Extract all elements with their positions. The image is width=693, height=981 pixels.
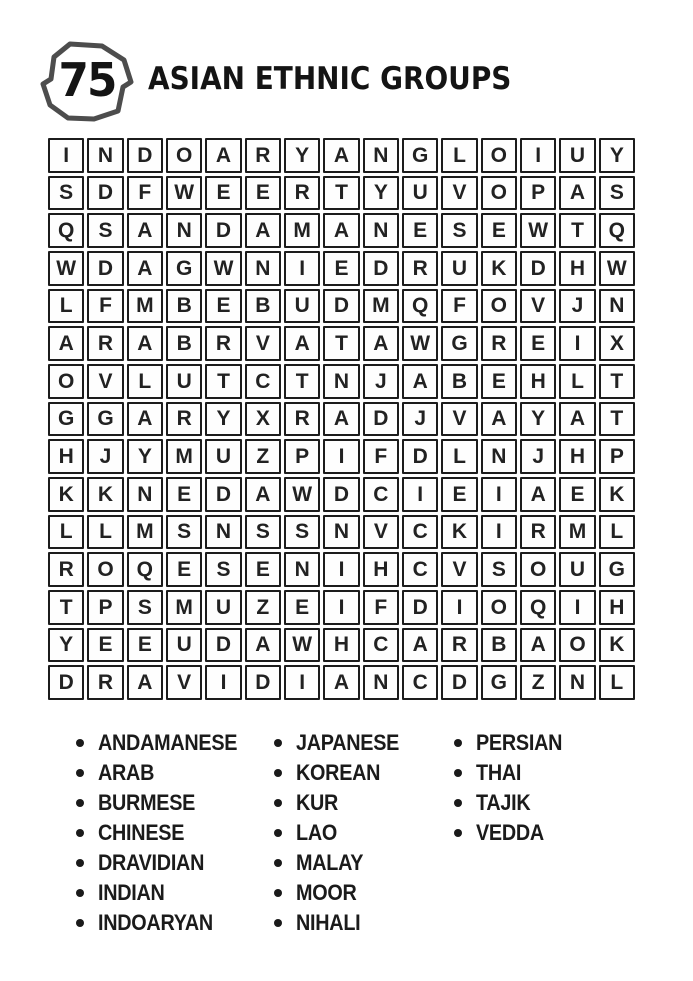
grid-cell-r3c9: N: [363, 213, 399, 248]
grid-cell-r11c13: R: [520, 515, 556, 550]
grid-cell-r5c12: O: [481, 289, 517, 324]
grid-cell-r7c14: L: [559, 364, 595, 399]
grid-cell-r8c11: V: [441, 402, 477, 437]
grid-cell-r11c14: M: [559, 515, 595, 550]
grid-cell-r9c13: J: [520, 439, 556, 474]
grid-cell-r6c7: A: [284, 326, 320, 361]
grid-cell-r12c6: E: [245, 552, 281, 587]
grid-cell-r12c8: I: [323, 552, 359, 587]
grid-cell-r4c4: G: [166, 251, 202, 286]
bullet-icon: [76, 859, 84, 867]
grid-cell-r10c13: A: [520, 477, 556, 512]
grid-cell-r5c5: E: [205, 289, 241, 324]
word-label: ARAB: [98, 760, 155, 785]
puzzle-number: 75: [58, 53, 116, 107]
word-item: [454, 788, 572, 818]
grid-cell-r3c12: E: [481, 213, 517, 248]
grid-cell-r10c6: A: [245, 477, 281, 512]
word-label: BURMESE: [98, 790, 196, 815]
grid-cell-r3c15: Q: [599, 213, 635, 248]
bullet-icon: [454, 739, 462, 747]
word-item: [274, 818, 411, 848]
grid-cell-r4c7: I: [284, 251, 320, 286]
grid-cell-r10c15: K: [599, 477, 635, 512]
grid-cell-r12c9: H: [363, 552, 399, 587]
grid-cell-r13c1: T: [48, 590, 84, 625]
grid-cell-r11c9: V: [363, 515, 399, 550]
word-item: [454, 758, 572, 788]
grid-cell-r3c10: E: [402, 213, 438, 248]
grid-cell-r6c14: I: [559, 326, 595, 361]
grid-cell-r6c8: T: [323, 326, 359, 361]
grid-cell-r9c15: P: [599, 439, 635, 474]
grid-cell-r15c15: L: [599, 665, 635, 700]
word-search-grid: [48, 138, 635, 700]
grid-cell-r9c11: L: [441, 439, 477, 474]
grid-cell-r15c6: D: [245, 665, 281, 700]
grid-cell-r10c10: I: [402, 477, 438, 512]
grid-cell-r15c1: D: [48, 665, 84, 700]
grid-cell-r5c8: D: [323, 289, 359, 324]
grid-cell-r4c15: W: [599, 251, 635, 286]
grid-cell-r12c14: U: [559, 552, 595, 587]
word-label: VEDDA: [476, 820, 544, 845]
grid-cell-r11c11: K: [441, 515, 477, 550]
grid-cell-r3c5: D: [205, 213, 241, 248]
word-column-1: [76, 728, 253, 938]
grid-cell-r4c12: K: [481, 251, 517, 286]
grid-cell-r12c2: O: [87, 552, 123, 587]
grid-cell-r15c9: N: [363, 665, 399, 700]
bullet-icon: [76, 739, 84, 747]
word-label: TAJIK: [476, 790, 531, 815]
grid-cell-r4c14: H: [559, 251, 595, 286]
grid-cell-r2c5: E: [205, 176, 241, 211]
grid-cell-r10c14: E: [559, 477, 595, 512]
grid-cell-r6c6: V: [245, 326, 281, 361]
grid-cell-r4c3: A: [127, 251, 163, 286]
grid-cell-r10c5: D: [205, 477, 241, 512]
grid-cell-r8c15: T: [599, 402, 635, 437]
grid-cell-r7c15: T: [599, 364, 635, 399]
grid-cell-r1c2: N: [87, 138, 123, 173]
grid-cell-r5c7: U: [284, 289, 320, 324]
grid-cell-r1c4: O: [166, 138, 202, 173]
grid-cell-r12c3: Q: [127, 552, 163, 587]
grid-cell-r5c3: M: [127, 289, 163, 324]
bullet-icon: [454, 769, 462, 777]
grid-cell-r11c12: I: [481, 515, 517, 550]
grid-cell-r11c4: S: [166, 515, 202, 550]
grid-cell-r2c15: S: [599, 176, 635, 211]
grid-cell-r6c3: A: [127, 326, 163, 361]
grid-cell-r11c7: S: [284, 515, 320, 550]
grid-cell-r8c14: A: [559, 402, 595, 437]
word-label: CHINESE: [98, 820, 185, 845]
grid-cell-r9c9: F: [363, 439, 399, 474]
word-item: [76, 788, 253, 818]
grid-cell-r11c8: N: [323, 515, 359, 550]
grid-cell-r11c2: L: [87, 515, 123, 550]
grid-cell-r14c7: W: [284, 628, 320, 663]
grid-cell-r12c4: E: [166, 552, 202, 587]
word-item: [76, 818, 253, 848]
bullet-icon: [274, 799, 282, 807]
word-label: MOOR: [296, 880, 357, 905]
grid-cell-r4c8: E: [323, 251, 359, 286]
grid-cell-r14c2: E: [87, 628, 123, 663]
word-item: [76, 878, 253, 908]
grid-cell-r11c6: S: [245, 515, 281, 550]
grid-cell-r8c8: A: [323, 402, 359, 437]
bullet-icon: [454, 799, 462, 807]
word-label: LAO: [296, 820, 337, 845]
grid-cell-r4c13: D: [520, 251, 556, 286]
word-label: ANDAMANESE: [98, 730, 238, 755]
word-item: [76, 848, 253, 878]
grid-cell-r7c12: E: [481, 364, 517, 399]
word-item: [76, 908, 253, 938]
bullet-icon: [76, 889, 84, 897]
grid-cell-r9c1: H: [48, 439, 84, 474]
grid-cell-r2c3: F: [127, 176, 163, 211]
grid-cell-r13c10: D: [402, 590, 438, 625]
bullet-icon: [274, 919, 282, 927]
word-item: [454, 818, 572, 848]
grid-cell-r12c15: G: [599, 552, 635, 587]
grid-cell-r14c8: H: [323, 628, 359, 663]
grid-cell-r10c3: N: [127, 477, 163, 512]
grid-cell-r3c8: A: [323, 213, 359, 248]
grid-cell-r6c11: G: [441, 326, 477, 361]
word-item: [274, 758, 411, 788]
grid-cell-r4c2: D: [87, 251, 123, 286]
grid-cell-r6c15: X: [599, 326, 635, 361]
grid-cell-r10c12: I: [481, 477, 517, 512]
grid-cell-r15c14: N: [559, 665, 595, 700]
word-label: PERSIAN: [476, 730, 563, 755]
word-item: [274, 848, 411, 878]
grid-cell-r3c13: W: [520, 213, 556, 248]
grid-cell-r9c6: Z: [245, 439, 281, 474]
grid-cell-r8c13: Y: [520, 402, 556, 437]
grid-cell-r14c12: B: [481, 628, 517, 663]
grid-cell-r7c2: V: [87, 364, 123, 399]
grid-cell-r7c6: C: [245, 364, 281, 399]
grid-cell-r13c4: M: [166, 590, 202, 625]
grid-cell-r6c12: R: [481, 326, 517, 361]
grid-cell-r9c8: I: [323, 439, 359, 474]
grid-cell-r15c3: A: [127, 665, 163, 700]
word-item: [274, 728, 411, 758]
word-item: [76, 758, 253, 788]
grid-cell-r13c5: U: [205, 590, 241, 625]
grid-cell-r5c2: F: [87, 289, 123, 324]
grid-cell-r2c6: E: [245, 176, 281, 211]
grid-cell-r2c12: O: [481, 176, 517, 211]
grid-cell-r8c10: J: [402, 402, 438, 437]
bullet-icon: [76, 769, 84, 777]
grid-cell-r9c12: N: [481, 439, 517, 474]
grid-cell-r6c1: A: [48, 326, 84, 361]
grid-cell-r10c7: W: [284, 477, 320, 512]
grid-cell-r13c9: F: [363, 590, 399, 625]
grid-cell-r7c11: B: [441, 364, 477, 399]
grid-cell-r14c5: D: [205, 628, 241, 663]
grid-cell-r14c9: C: [363, 628, 399, 663]
grid-cell-r11c1: L: [48, 515, 84, 550]
grid-cell-r11c10: C: [402, 515, 438, 550]
grid-cell-r8c7: R: [284, 402, 320, 437]
bullet-icon: [274, 859, 282, 867]
grid-cell-r9c4: M: [166, 439, 202, 474]
word-label: THAI: [476, 760, 522, 785]
grid-cell-r13c6: Z: [245, 590, 281, 625]
grid-cell-r14c13: A: [520, 628, 556, 663]
word-item: [454, 728, 572, 758]
grid-cell-r10c9: C: [363, 477, 399, 512]
grid-cell-r1c9: N: [363, 138, 399, 173]
grid-cell-r4c1: W: [48, 251, 84, 286]
bullet-icon: [454, 829, 462, 837]
grid-cell-r5c4: B: [166, 289, 202, 324]
bullet-icon: [274, 769, 282, 777]
word-label: NIHALI: [296, 910, 361, 935]
grid-cell-r6c5: R: [205, 326, 241, 361]
bullet-icon: [274, 889, 282, 897]
bullet-icon: [274, 829, 282, 837]
grid-cell-r14c15: K: [599, 628, 635, 663]
grid-cell-r1c14: U: [559, 138, 595, 173]
grid-cell-r7c13: H: [520, 364, 556, 399]
word-item: [274, 788, 411, 818]
word-label: INDOARYAN: [98, 910, 213, 935]
grid-cell-r3c7: M: [284, 213, 320, 248]
grid-cell-r15c12: G: [481, 665, 517, 700]
grid-cell-r1c10: G: [402, 138, 438, 173]
grid-cell-r11c5: N: [205, 515, 241, 550]
page-title: ASIAN ETHNIC GROUPS: [148, 61, 512, 97]
grid-cell-r12c1: R: [48, 552, 84, 587]
grid-cell-r3c6: A: [245, 213, 281, 248]
grid-cell-r15c2: R: [87, 665, 123, 700]
grid-cell-r1c6: R: [245, 138, 281, 173]
grid-cell-r11c15: L: [599, 515, 635, 550]
grid-cell-r3c11: S: [441, 213, 477, 248]
grid-cell-r7c3: L: [127, 364, 163, 399]
grid-cell-r13c13: Q: [520, 590, 556, 625]
grid-cell-r12c11: V: [441, 552, 477, 587]
grid-cell-r7c4: U: [166, 364, 202, 399]
word-item: [274, 908, 411, 938]
grid-cell-r5c15: N: [599, 289, 635, 324]
grid-cell-r7c9: J: [363, 364, 399, 399]
grid-cell-r15c5: I: [205, 665, 241, 700]
grid-cell-r6c4: B: [166, 326, 202, 361]
grid-cell-r14c10: A: [402, 628, 438, 663]
grid-cell-r15c11: D: [441, 665, 477, 700]
word-label: MALAY: [296, 850, 364, 875]
grid-cell-r6c9: A: [363, 326, 399, 361]
grid-cell-r5c13: V: [520, 289, 556, 324]
grid-cell-r1c8: A: [323, 138, 359, 173]
grid-cell-r5c14: J: [559, 289, 595, 324]
grid-cell-r10c1: K: [48, 477, 84, 512]
grid-cell-r13c3: S: [127, 590, 163, 625]
grid-cell-r5c1: L: [48, 289, 84, 324]
word-label: KOREAN: [296, 760, 381, 785]
grid-cell-r2c7: R: [284, 176, 320, 211]
grid-cell-r9c7: P: [284, 439, 320, 474]
bullet-icon: [274, 739, 282, 747]
puzzle-number-badge: [40, 40, 134, 122]
grid-cell-r2c14: A: [559, 176, 595, 211]
grid-cell-r15c7: I: [284, 665, 320, 700]
grid-cell-r13c8: I: [323, 590, 359, 625]
word-list: [0, 728, 693, 948]
grid-cell-r2c13: P: [520, 176, 556, 211]
grid-cell-r10c8: D: [323, 477, 359, 512]
grid-cell-r2c9: Y: [363, 176, 399, 211]
grid-cell-r3c3: A: [127, 213, 163, 248]
grid-cell-r12c5: S: [205, 552, 241, 587]
grid-cell-r12c13: O: [520, 552, 556, 587]
grid-cell-r4c11: U: [441, 251, 477, 286]
grid-cell-r2c8: T: [323, 176, 359, 211]
grid-cell-r10c2: K: [87, 477, 123, 512]
grid-cell-r15c4: V: [166, 665, 202, 700]
grid-cell-r2c4: W: [166, 176, 202, 211]
grid-cell-r1c11: L: [441, 138, 477, 173]
grid-cell-r15c13: Z: [520, 665, 556, 700]
word-column-2: [274, 728, 411, 938]
grid-cell-r3c4: N: [166, 213, 202, 248]
grid-cell-r4c6: N: [245, 251, 281, 286]
word-item: [76, 728, 253, 758]
word-label: INDIAN: [98, 880, 165, 905]
grid-cell-r6c2: R: [87, 326, 123, 361]
grid-cell-r1c12: O: [481, 138, 517, 173]
grid-cell-r7c8: N: [323, 364, 359, 399]
grid-cell-r9c10: D: [402, 439, 438, 474]
grid-cell-r1c13: I: [520, 138, 556, 173]
grid-cell-r2c1: S: [48, 176, 84, 211]
grid-cell-r5c11: F: [441, 289, 477, 324]
grid-cell-r9c14: H: [559, 439, 595, 474]
grid-cell-r1c7: Y: [284, 138, 320, 173]
grid-cell-r8c12: A: [481, 402, 517, 437]
grid-cell-r2c11: V: [441, 176, 477, 211]
grid-cell-r8c4: R: [166, 402, 202, 437]
grid-cell-r5c10: Q: [402, 289, 438, 324]
grid-cell-r6c13: E: [520, 326, 556, 361]
grid-cell-r3c2: S: [87, 213, 123, 248]
grid-cell-r1c15: Y: [599, 138, 635, 173]
grid-cell-r8c5: Y: [205, 402, 241, 437]
grid-cell-r13c14: I: [559, 590, 595, 625]
grid-cell-r13c7: E: [284, 590, 320, 625]
grid-cell-r1c3: D: [127, 138, 163, 173]
grid-cell-r3c1: Q: [48, 213, 84, 248]
grid-cell-r5c6: B: [245, 289, 281, 324]
grid-cell-r10c11: E: [441, 477, 477, 512]
word-label: DRAVIDIAN: [98, 850, 205, 875]
grid-cell-r4c10: R: [402, 251, 438, 286]
grid-cell-r4c5: W: [205, 251, 241, 286]
grid-cell-r8c9: D: [363, 402, 399, 437]
grid-cell-r1c1: I: [48, 138, 84, 173]
grid-cell-r14c14: O: [559, 628, 595, 663]
grid-cell-r7c10: A: [402, 364, 438, 399]
grid-cell-r8c2: G: [87, 402, 123, 437]
grid-cell-r14c3: E: [127, 628, 163, 663]
grid-cell-r14c11: R: [441, 628, 477, 663]
bullet-icon: [76, 799, 84, 807]
grid-cell-r7c5: T: [205, 364, 241, 399]
grid-cell-r13c11: I: [441, 590, 477, 625]
word-label: JAPANESE: [296, 730, 400, 755]
grid-cell-r8c1: G: [48, 402, 84, 437]
grid-cell-r11c3: M: [127, 515, 163, 550]
grid-cell-r2c10: U: [402, 176, 438, 211]
word-item: [274, 878, 411, 908]
grid-cell-r2c2: D: [87, 176, 123, 211]
grid-cell-r13c15: H: [599, 590, 635, 625]
grid-cell-r9c2: J: [87, 439, 123, 474]
grid-cell-r13c2: P: [87, 590, 123, 625]
word-label: KUR: [296, 790, 339, 815]
grid-cell-r15c8: A: [323, 665, 359, 700]
grid-cell-r12c10: C: [402, 552, 438, 587]
grid-cell-r10c4: E: [166, 477, 202, 512]
grid-cell-r12c7: N: [284, 552, 320, 587]
grid-cell-r6c10: W: [402, 326, 438, 361]
grid-cell-r9c5: U: [205, 439, 241, 474]
grid-cell-r8c3: A: [127, 402, 163, 437]
grid-cell-r15c10: C: [402, 665, 438, 700]
bullet-icon: [76, 829, 84, 837]
bullet-icon: [76, 919, 84, 927]
grid-cell-r7c1: O: [48, 364, 84, 399]
grid-cell-r14c6: A: [245, 628, 281, 663]
grid-cell-r8c6: X: [245, 402, 281, 437]
grid-cell-r3c14: T: [559, 213, 595, 248]
grid-cell-r13c12: O: [481, 590, 517, 625]
grid-cell-r7c7: T: [284, 364, 320, 399]
grid-cell-r14c1: Y: [48, 628, 84, 663]
grid-cell-r5c9: M: [363, 289, 399, 324]
grid-cell-r9c3: Y: [127, 439, 163, 474]
grid-cell-r1c5: A: [205, 138, 241, 173]
word-column-3: [454, 728, 572, 848]
grid-cell-r14c4: U: [166, 628, 202, 663]
grid-cell-r12c12: S: [481, 552, 517, 587]
grid-cell-r4c9: D: [363, 251, 399, 286]
